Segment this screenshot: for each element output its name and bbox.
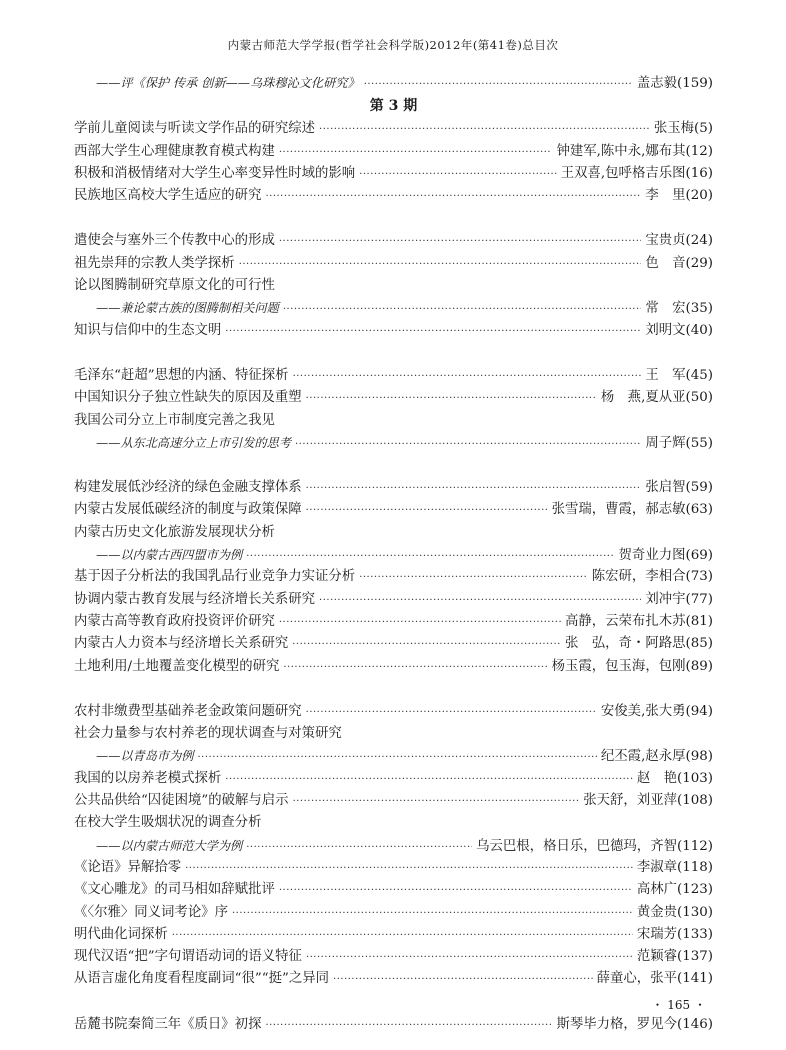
toc-entry (74, 701, 713, 723)
leader-dots (198, 747, 597, 769)
leader-dots (265, 186, 641, 208)
entry-title: 民族地区高校大学生适应的研究 (74, 188, 262, 204)
entry-title: ——兼论蒙古族的图腾制相关问题 (96, 301, 279, 316)
entry-title: 构建发展低沙经济的绿色金融支撑体系 (74, 480, 302, 496)
leader-dots (239, 254, 642, 276)
group-spacer (74, 454, 713, 477)
entry-author-page: 杨 燕,夏从亚(50) (600, 390, 713, 406)
leader-dots (306, 702, 597, 724)
entry-author-page: 李淑章(118) (636, 859, 713, 875)
leader-dots (319, 590, 641, 612)
leader-dots (319, 119, 650, 141)
entry-title: 西部大学生心理健康教育模式构建 (74, 143, 275, 159)
toc-entry-title-line: 我国公司分立上市制度完善之我见 (74, 412, 275, 428)
entry-author-page: 张天舒，刘亚萍(108) (583, 793, 713, 809)
leader-dots (306, 478, 642, 500)
leader-dots (306, 388, 597, 410)
group-spacer (74, 991, 713, 1014)
leader-dots (292, 634, 561, 656)
toc-entry (74, 611, 713, 633)
entry-author-page: 陈宏研，李相合(73) (591, 569, 713, 585)
toc-entry (74, 879, 713, 901)
toc-entry (74, 1014, 713, 1036)
toc-entry (74, 118, 713, 140)
entry-author-page: 高静，云荣布扎木苏(81) (564, 613, 713, 629)
entry-title: 知识与信仰中的生态文明 (74, 322, 222, 338)
group-spacer (74, 207, 713, 230)
toc-entry (74, 768, 713, 790)
toc-entry (74, 185, 713, 207)
entry-title: 现代汉语“把”字句谓语动词的语义特征 (74, 949, 302, 965)
toc-entry (74, 230, 713, 252)
entry-title: 中国知识分子独立性缺失的原因及重塑 (74, 390, 302, 406)
entry-author-page: 宋瑞芳(133) (636, 926, 713, 942)
entry-title: 学前儿童阅读与听读文学作品的研究综述 (74, 121, 316, 137)
leader-dots (265, 1015, 552, 1037)
toc-entry (74, 163, 713, 185)
leader-dots (283, 657, 547, 679)
entry-author-page: 安俊美,张大勇(94) (600, 703, 713, 719)
leader-dots (279, 612, 561, 634)
toc-entry (74, 902, 713, 924)
entry-author-page: 乌云巴根，格日乐，巴德玛，齐智(112) (476, 838, 713, 854)
leader-dots (306, 500, 548, 522)
leader-dots (283, 299, 642, 321)
entry-author-page: 钟建军,陈中永,娜布其(12) (556, 143, 713, 159)
toc-entry (74, 790, 713, 812)
entry-title: 《〈尔雅〉同义词考论》序 (74, 904, 228, 920)
entry-author-page: 王 军(45) (645, 367, 713, 383)
entry-author-page: 王双喜,包呼格吉乐图(16) (560, 165, 713, 181)
leader-dots (232, 903, 633, 925)
entry-title: 祖先崇拜的宗教人类学探析 (74, 255, 235, 271)
leader-dots (185, 858, 633, 880)
entry-title: 协调内蒙古教育发展与经济增长关系研究 (74, 591, 316, 607)
entry-title: 从语言虚化角度看程度副词“很”“挺”之异同 (74, 971, 330, 987)
toc-entry (74, 924, 713, 946)
entry-author-page: 黄金贵(130) (636, 904, 713, 920)
entry-author-page: 范颖睿(137) (636, 949, 713, 965)
entry-title: 基于因子分析法的我国乳品行业竞争力实证分析 (74, 569, 356, 585)
entry-author-page: 高林广(123) (636, 882, 713, 898)
toc-entry (74, 544, 713, 566)
leader-dots (279, 142, 553, 164)
leader-dots (295, 434, 641, 456)
entry-title: 积极和消极情绪对大学生心率变异性时域的影响 (74, 165, 356, 181)
toc-groups (74, 118, 713, 1036)
entry-author-page: 贺奇业力图(69) (618, 548, 713, 564)
entry-author-page: 张启智(59) (645, 480, 713, 496)
entry-author-page: 周子辉(55) (645, 435, 713, 451)
leader-dots (293, 366, 642, 388)
toc-entry (74, 387, 713, 409)
entry-title: 岳麓书院秦简三年《质日》初探 (74, 1016, 262, 1032)
entry-title: 我国的以房养老模式探析 (74, 770, 222, 786)
entry-title: ——以内蒙古西四盟市为例 (96, 548, 243, 563)
entry-author-page: 常 宏(35) (645, 301, 713, 317)
leader-dots (279, 880, 633, 902)
toc-entry-title-line: 论以图腾制研究草原文化的可行性 (74, 278, 275, 294)
leader-dots (333, 969, 593, 991)
toc-entry (74, 633, 713, 655)
group-spacer (74, 342, 713, 365)
toc-entry (74, 857, 713, 879)
leader-dots (359, 164, 557, 186)
leader-dots (246, 837, 472, 859)
entry-author-page: 纪丕霞,赵永厚(98) (600, 749, 713, 765)
toc-entry (74, 835, 713, 857)
entry-author-page: 李 里(20) (645, 188, 713, 204)
leader-dots (293, 791, 580, 813)
entry-author-page: 斯琴毕力格，罗见今(146) (556, 1016, 713, 1032)
entry-author-page: 张玉梅(5) (653, 121, 713, 137)
entry-author-page: 张雪瑞，曹霞，郝志敏(63) (551, 502, 713, 518)
toc-entry (74, 946, 713, 968)
toc-entry (74, 365, 713, 387)
entry-author-page: 盖志毅(159) (636, 76, 713, 91)
leader-dots (172, 925, 633, 947)
entry-author-page: 宝贵贞(24) (645, 233, 713, 249)
toc-entry-title-line: 内蒙古历史文化旅游发展现状分析 (74, 524, 275, 540)
leader-dots (246, 546, 614, 568)
toc-entry-title-line: 在校大学生吸烟状况的调查分析 (74, 815, 262, 831)
toc-entry (74, 745, 713, 767)
leader-dots (306, 947, 633, 969)
toc-entry (74, 566, 713, 588)
group-spacer (74, 678, 713, 701)
entry-title: 《论语》异解拾零 (74, 859, 182, 875)
leader-dots (359, 567, 588, 589)
page-number: ・ 165 ・ (651, 998, 706, 1012)
toc-entry (74, 589, 713, 611)
entry-author-page: 张 弘，奇・阿路思(85) (564, 636, 713, 652)
entry-title: ——评《保护 传承 创新——乌珠穆沁文化研究》 (96, 76, 360, 90)
toc-entry (74, 477, 713, 499)
leader-dots (225, 321, 641, 343)
entry-title: 《文心雕龙》的司马相如辞赋批评 (74, 882, 275, 898)
entry-author-page: 薛童心，张平(141) (596, 971, 713, 987)
toc-entry (74, 432, 713, 454)
entry-author-page: 色 音(29) (645, 255, 713, 271)
toc-entry (74, 656, 713, 678)
leader-dots (364, 74, 633, 96)
toc-entry (74, 499, 713, 521)
toc-entry (74, 320, 713, 342)
table-of-contents (74, 70, 713, 1036)
entry-title: 公共品供给“囚徒困境”的破解与启示 (74, 793, 289, 809)
running-head: 内蒙古师范大学学报(哲学社会科学版)2012年(第41卷)总目次 (227, 38, 559, 52)
entry-title: 土地利用/土地覆盖变化模型的研究 (74, 658, 280, 674)
entry-title: ——以内蒙古师范大学为例 (96, 838, 243, 853)
entry-author-page: 杨玉霞，包玉海，包刚(89) (551, 658, 713, 674)
toc-entry (74, 297, 713, 319)
entry-author-page: 刘冲宇(77) (645, 591, 713, 607)
entry-author-page: 刘明文(40) (645, 322, 713, 338)
issue-heading: 第 3 期 (369, 98, 418, 115)
toc-entry-title-line: 社会力量参与农村养老的现状调查与对策研究 (74, 726, 342, 742)
entry-title: 内蒙古发展低碳经济的制度与政策保障 (74, 502, 302, 518)
leader-dots (279, 231, 641, 253)
entry-title: ——从东北高速分立上市引发的思考 (96, 435, 291, 450)
entry-author-page: 赵 艳(103) (636, 770, 713, 786)
entry-title: 农村非缴费型基础养老金政策问题研究 (74, 703, 302, 719)
entry-title: 毛泽东“赶超”思想的内涵、特征探析 (74, 367, 289, 383)
entry-title: 内蒙古人力资本与经济增长关系研究 (74, 636, 289, 652)
entry-title: 内蒙古高等教育政府投资评价研究 (74, 613, 275, 629)
leader-dots (225, 769, 633, 791)
toc-entry (74, 72, 713, 94)
toc-entry (74, 141, 713, 163)
toc-entry (74, 968, 713, 990)
toc-entry (74, 253, 713, 275)
entry-title: 明代曲化词探析 (74, 926, 168, 942)
entry-title: ——以青岛市为例 (96, 749, 194, 764)
entry-title: 遣使会与塞外三个传教中心的形成 (74, 233, 275, 249)
